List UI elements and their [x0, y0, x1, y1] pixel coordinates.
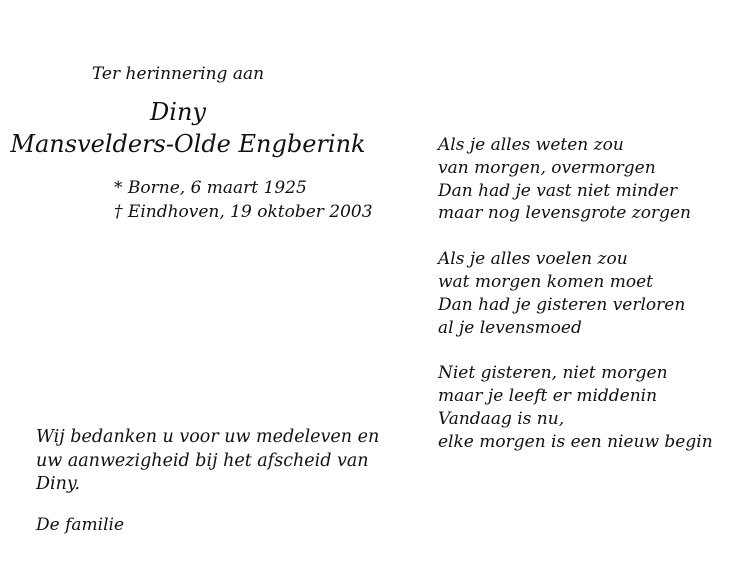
poem-stanza-1	[438, 134, 713, 225]
birth-line: * Borne, 6 maart 1925	[114, 178, 307, 198]
full-name: Mansvelders-Olde Engberink	[10, 130, 366, 158]
thanks-line: Wij bedanken u voor uw medeleven en	[36, 427, 380, 447]
thanks-line: uw aanwezigheid bij het afscheid van	[36, 450, 369, 471]
signature: De familie	[36, 515, 125, 535]
thanks-line: Diny.	[36, 474, 81, 494]
poem	[438, 134, 713, 477]
poem-line: Dan had je gisteren verloren	[438, 294, 686, 315]
first-name: Diny	[150, 98, 206, 126]
poem-line: wat morgen komen moet	[438, 271, 654, 292]
poem-line: Niet gisteren, niet morgen	[438, 363, 668, 384]
poem-line: Vandaag is nu,	[438, 408, 565, 429]
poem-line: maar nog levensgrote zorgen	[438, 203, 691, 224]
poem-line: van morgen, overmorgen	[438, 157, 656, 178]
poem-line: Als je alles voelen zou	[438, 249, 628, 270]
poem-line: al je levensmoed	[438, 317, 582, 338]
poem-line: Als je alles weten zou	[438, 135, 624, 155]
poem-stanza-3	[438, 362, 713, 453]
poem-line: maar je leeft er middenin	[438, 386, 658, 407]
thanks-message	[36, 426, 380, 497]
intro-text: Ter herinnering aan	[91, 64, 265, 84]
death-line: † Eindhoven, 19 oktober 2003	[114, 202, 373, 222]
poem-line: elke morgen is een nieuw begin	[438, 431, 713, 452]
poem-stanza-2	[438, 248, 713, 339]
poem-line: Dan had je vast niet minder	[438, 180, 678, 201]
